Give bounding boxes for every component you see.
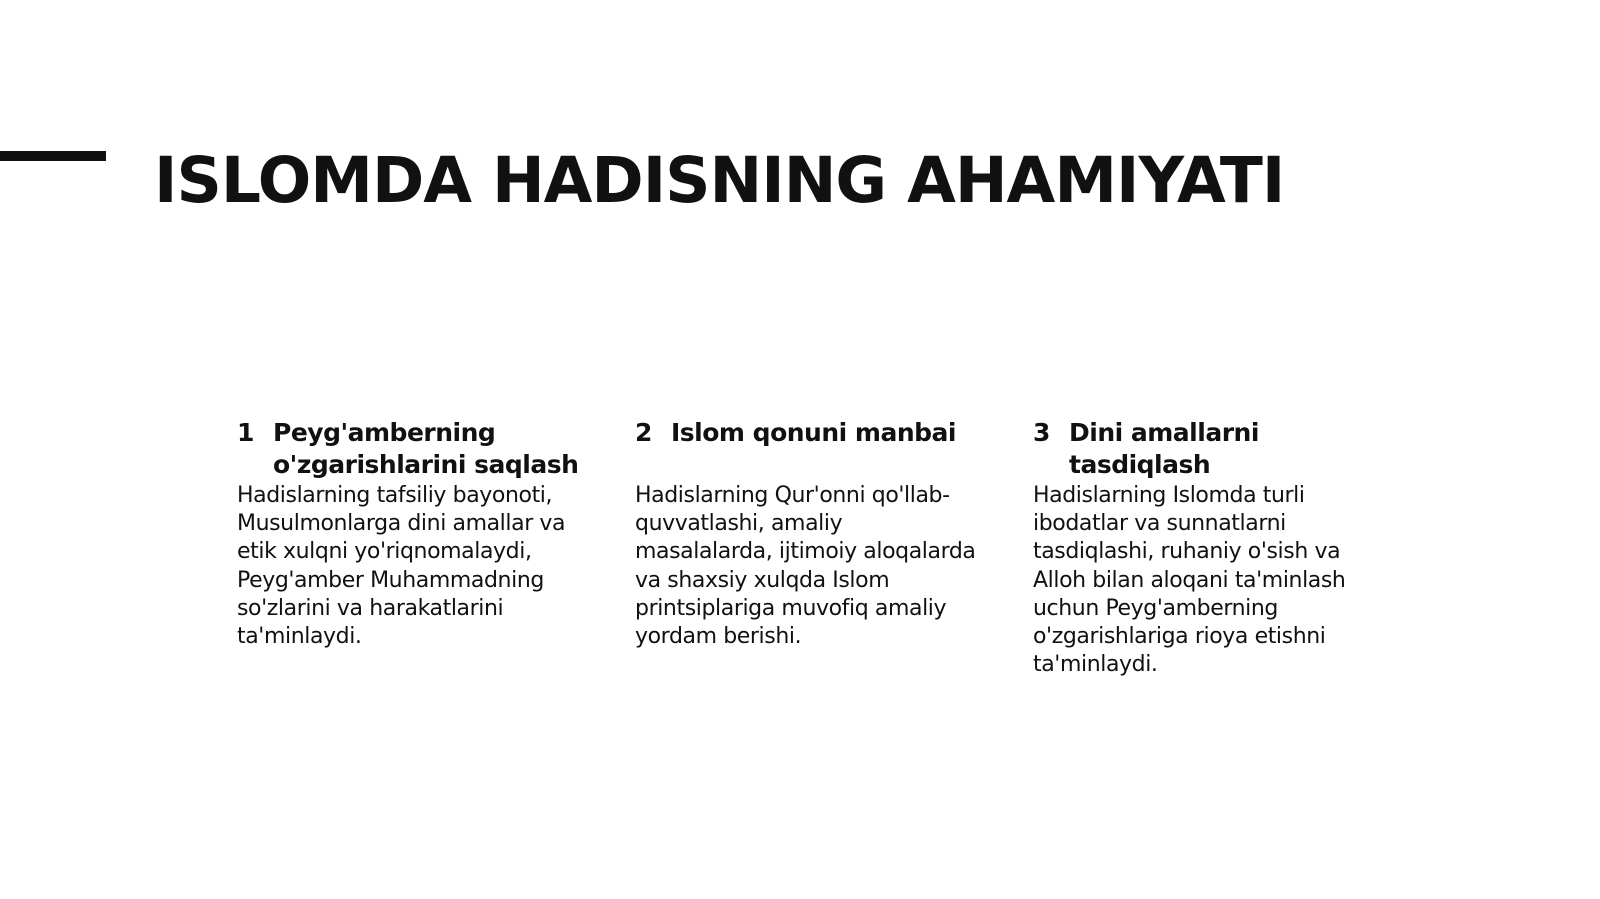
point-column-3 — [1033, 417, 1378, 679]
point-heading-row — [1033, 417, 1378, 482]
point-heading: Islom qonuni manbai — [671, 418, 956, 447]
point-heading: Dini amallarni tasdiqlash — [1069, 418, 1259, 479]
point-heading-row — [635, 417, 980, 482]
title-accent-bar — [0, 151, 106, 161]
point-number: 3 — [1033, 418, 1050, 447]
point-column-1 — [237, 417, 582, 651]
point-description: Hadislarning Islomda turli ibodatlar va sunnatlarni tasdiqlashi, ruhaniy o'sish va Alloh bilan aloqani ta'minlash uchun Peyg'amberning o'zgarishlariga rioya etishni ta'minlaydi. — [1033, 483, 1346, 678]
point-heading: Peyg'amberning o'zgarishlarini saqlash — [273, 418, 579, 479]
point-number: 2 — [635, 418, 652, 447]
point-description: Hadislarning Qur'onni qo'llab-quvvatlashi, amaliy masalalarda, ijtimoiy aloqalarda va shaxsiy xulqda Islom printsiplariga muvofiq amaliy yordam berishi. — [635, 483, 976, 650]
point-description: Hadislarning tafsiliy bayonoti, Musulmonlarga dini amallar va etik xulqni yo'riqnomalaydi, Peyg'amber Muhammadning so'zlarini va harakatlarini ta'minlaydi. — [237, 483, 566, 650]
point-column-2 — [635, 417, 980, 651]
point-heading-row — [237, 417, 582, 482]
slide-title: ISLOMDA HADISNING AHAMIYATI — [154, 144, 1285, 217]
point-number: 1 — [237, 418, 254, 447]
